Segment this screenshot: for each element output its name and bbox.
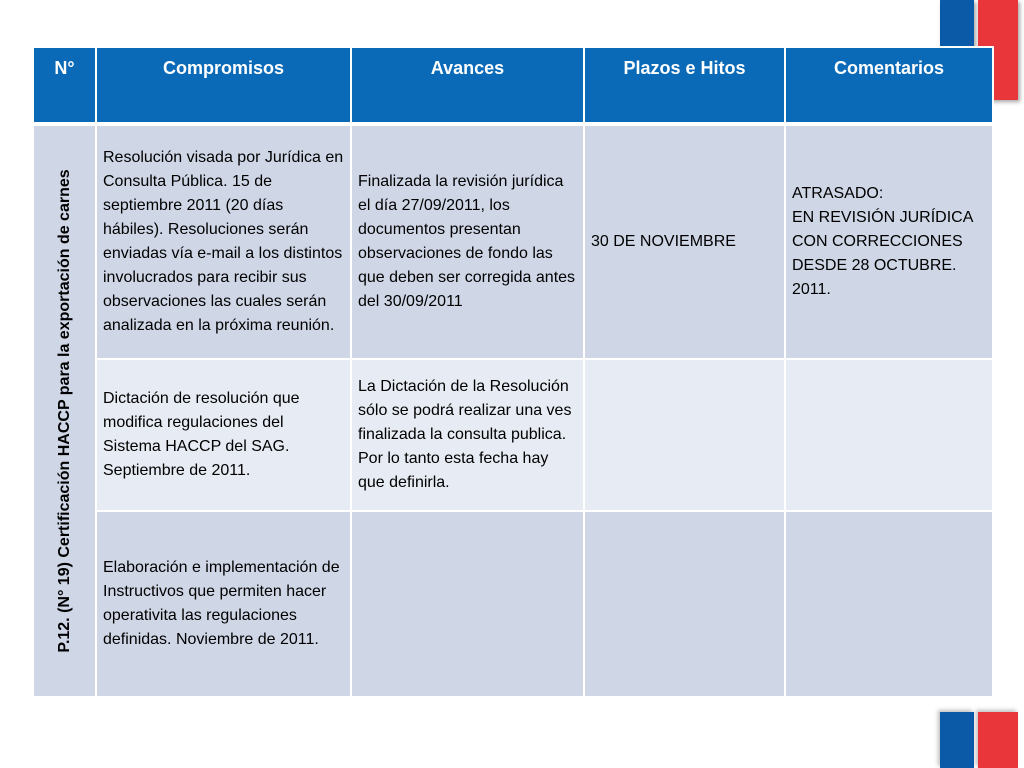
table-row <box>33 124 993 359</box>
flag-red-stripe <box>978 712 1018 768</box>
compromiso-cell: Resolución visada por Jurídica en Consulta Pública. 15 de septiembre 2011 (20 días hábiles). Resoluciones serán enviadas vía e-mail a los distintos involucrados para recibir sus observaciones las cuales serán analizada en la próxima reunión. <box>96 124 351 359</box>
avance-cell: La Dictación de la Resolución sólo se podrá realizar una ves finalizada la consulta publica. Por lo tanto esta fecha hay que definirla. <box>351 359 584 511</box>
header-comentarios: Comentarios <box>785 47 993 124</box>
flag-decoration-bottom <box>940 712 1024 768</box>
header-avances: Avances <box>351 47 584 124</box>
comentario-cell <box>785 359 993 511</box>
header-plazos: Plazos e Hitos <box>584 47 785 124</box>
avance-cell: Finalizada la revisión jurídica el día 27/09/2011, los documentos presentan observaciones de fondo las que deben ser corregida antes del 30/09/2011 <box>351 124 584 359</box>
plazo-cell: 30 DE NOVIEMBRE <box>584 124 785 359</box>
header-compromisos: Compromisos <box>96 47 351 124</box>
comentario-cell <box>785 511 993 697</box>
side-label-cell <box>33 124 96 697</box>
table-row <box>33 359 993 511</box>
comentario-cell: ATRASADO: EN REVISIÓN JURÍDICA CON CORRECCIONES DESDE 28 OCTUBRE. 2011. <box>785 124 993 359</box>
compromiso-cell: Elaboración e implementación de Instructivos que permiten hacer operativita las regulaciones definidas. Noviembre de 2011. <box>96 511 351 697</box>
table-header-row <box>33 47 993 124</box>
header-n: N° <box>33 47 96 124</box>
plazo-cell <box>584 511 785 697</box>
table-row <box>33 511 993 697</box>
side-label: P.12. (N° 19) Certificación HACCP para la exportación de carnes <box>55 169 73 653</box>
commitments-table <box>32 46 994 698</box>
avance-cell <box>351 511 584 697</box>
plazo-cell <box>584 359 785 511</box>
compromiso-cell: Dictación de resolución que modifica regulaciones del Sistema HACCP del SAG. Septiembre de 2011. <box>96 359 351 511</box>
flag-blue-stripe <box>940 712 974 768</box>
